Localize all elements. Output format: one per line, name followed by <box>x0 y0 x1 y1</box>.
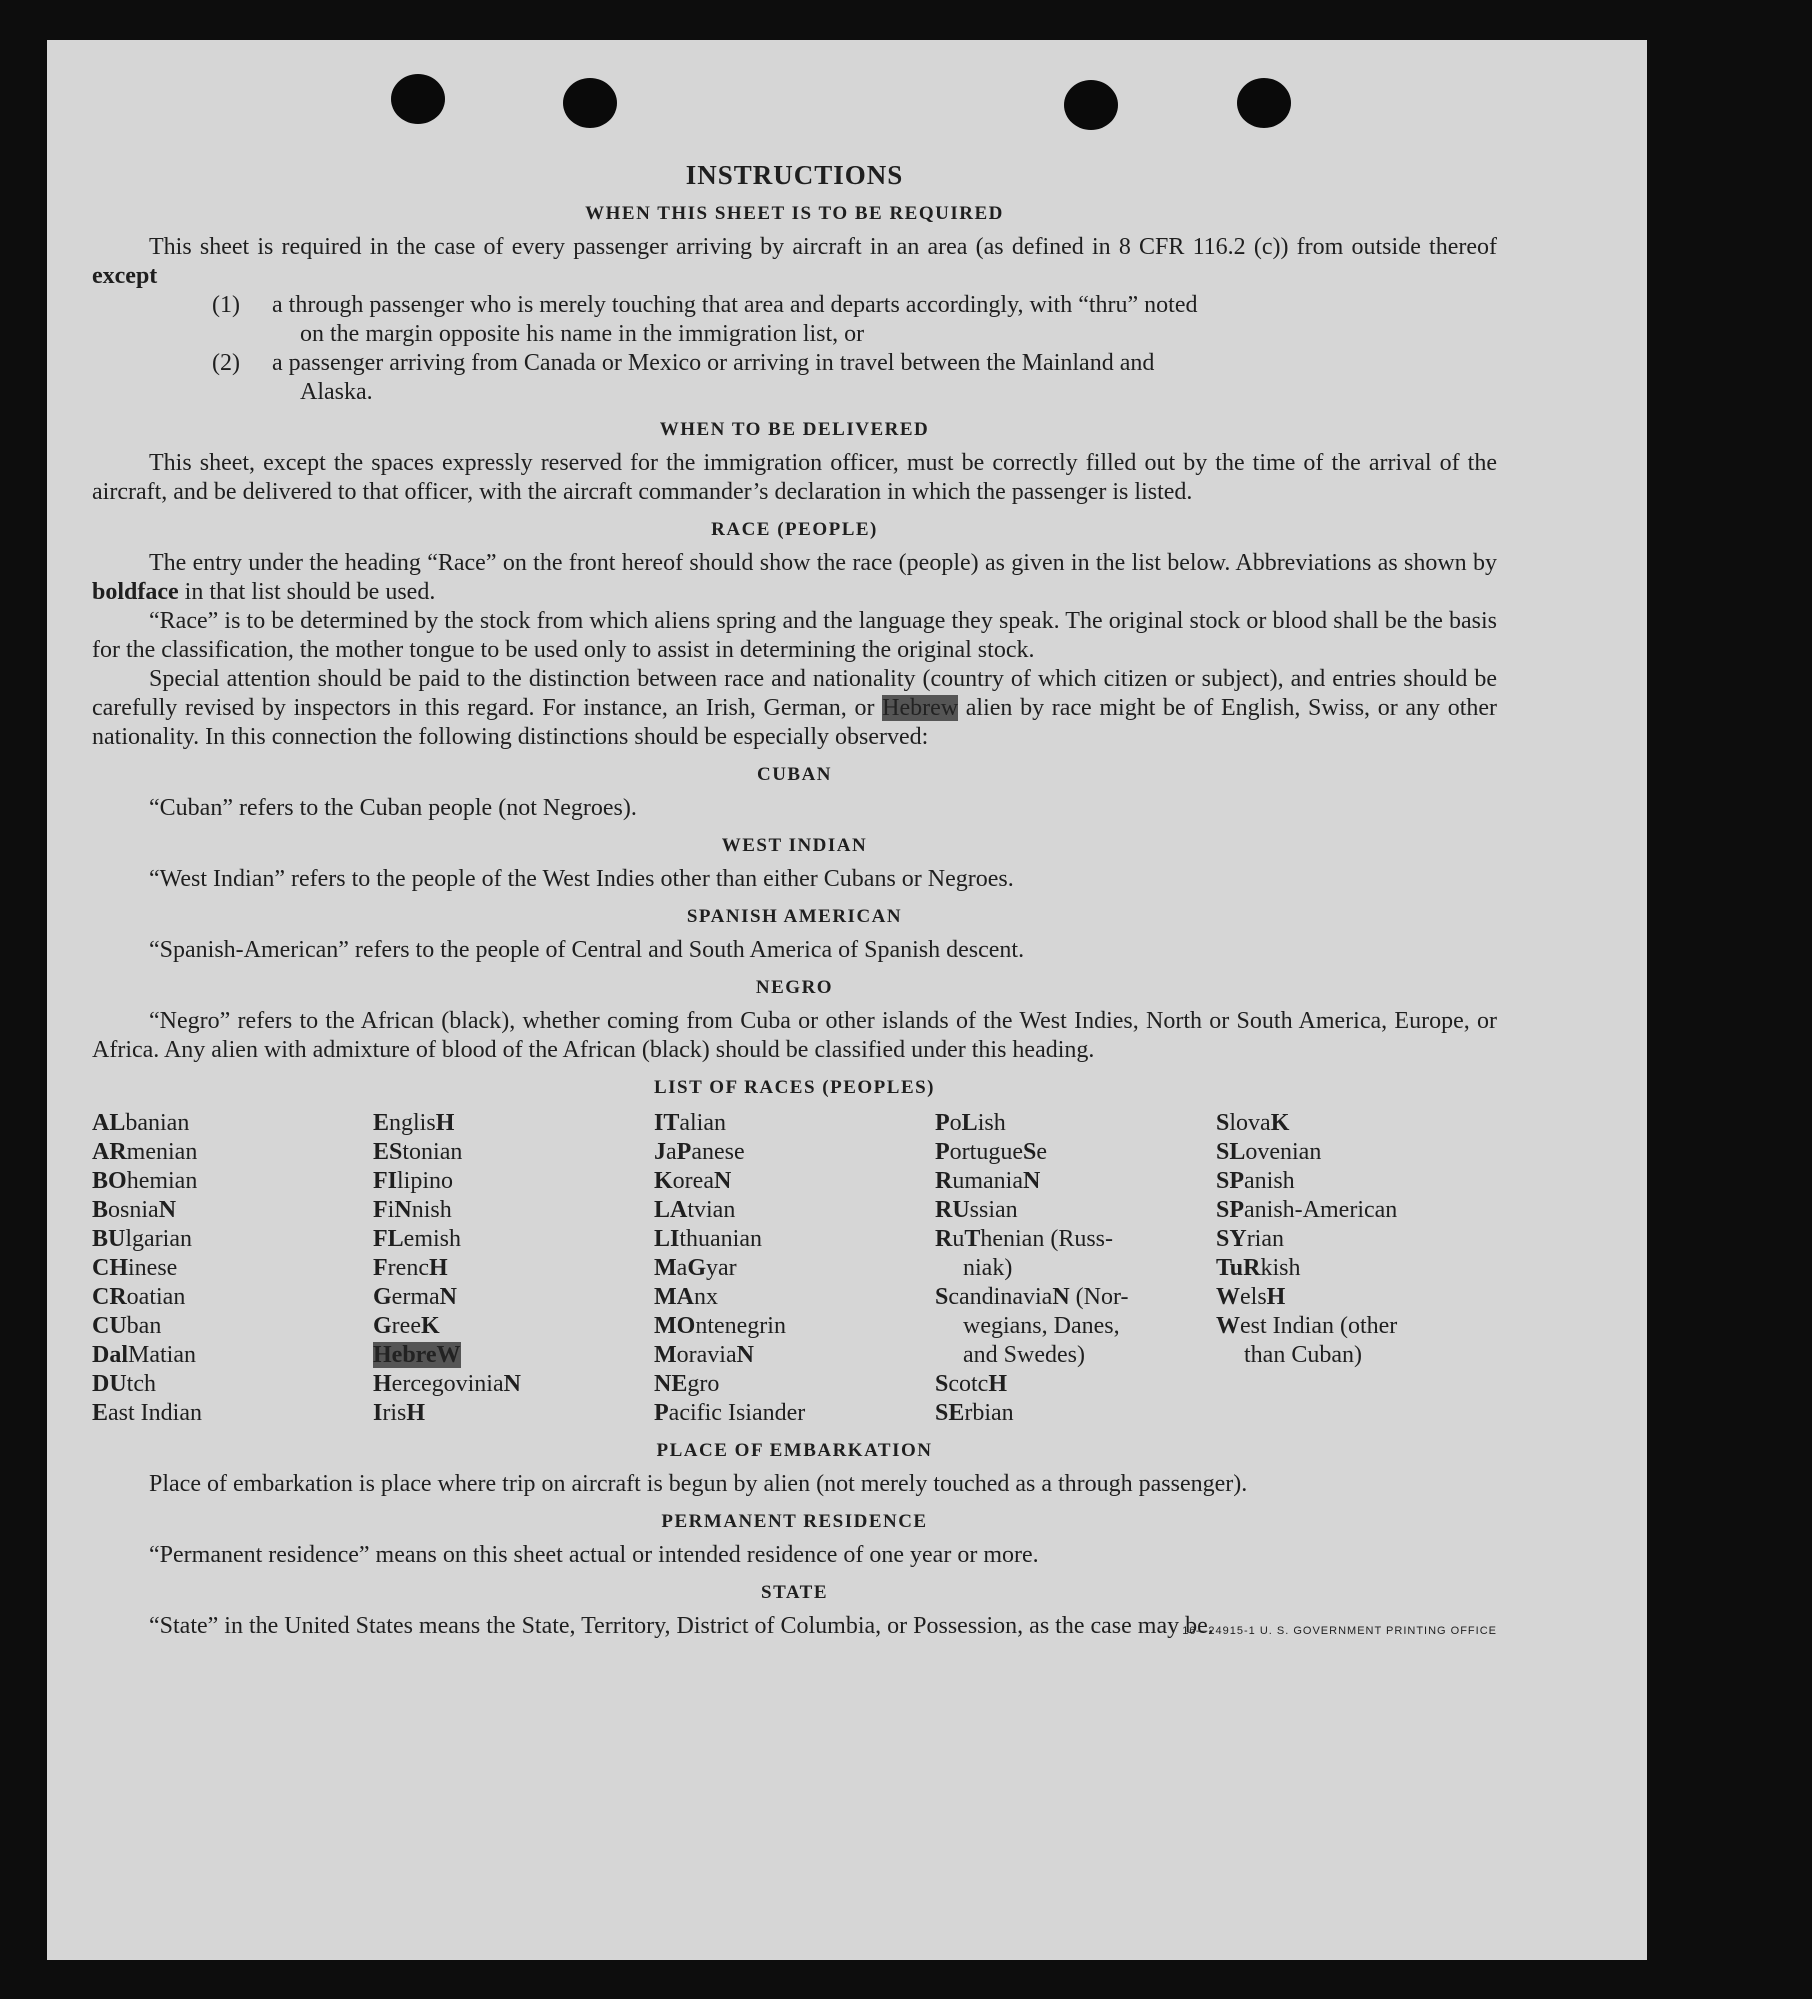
race-entry: EnglisH <box>373 1110 455 1136</box>
race-entry: PoLish <box>935 1110 1006 1136</box>
race-entry: HebreW <box>373 1342 461 1368</box>
race-entry: MaGyar <box>654 1255 737 1281</box>
punch-hole <box>1064 80 1118 130</box>
race-entry: ScandinaviaN (Nor- <box>935 1284 1129 1310</box>
heading-embarkation: PLACE OF EMBARKATION <box>656 1440 933 1461</box>
race-entry: SPanish <box>1216 1168 1295 1194</box>
race-entry: JaPanese <box>654 1139 745 1165</box>
paragraph: This sheet, except the spaces expressly reserved for the immigration officer, must be correctly filled out by the time of the arrival of the aircraft, and be delivered to that officer, with the aircraft commander’s declaration in which the passenger is listed. <box>92 450 1497 505</box>
heading-negro: NEGRO <box>755 977 834 998</box>
paragraph: “Permanent residence” means on this sheet actual or intended residence of one year or more. <box>149 1542 1039 1568</box>
race-entry: RuThenian (Russ- <box>935 1226 1114 1252</box>
heading-cuban: CUBAN <box>756 764 833 785</box>
race-entry: DalMatian <box>92 1342 196 1368</box>
heading-west-indian: WEST INDIAN <box>721 835 868 856</box>
printer-mark: 16—24915-1 U. S. GOVERNMENT PRINTING OFFICE <box>1182 1625 1497 1637</box>
heading-state: STATE <box>761 1582 828 1603</box>
race-entry: MAnx <box>654 1284 718 1310</box>
race-entry: MoraviaN <box>654 1342 754 1368</box>
race-entry: PortugueSe <box>935 1139 1047 1165</box>
race-entry: ITalian <box>654 1110 726 1136</box>
race-entry: CRoatian <box>92 1284 186 1310</box>
race-entry: KoreaN <box>654 1168 732 1194</box>
race-entry: EStonian <box>373 1139 463 1165</box>
race-entry: BUlgarian <box>92 1226 192 1252</box>
race-entry: BOhemian <box>92 1168 198 1194</box>
paragraph: This sheet is required in the case of every passenger arriving by aircraft in an area (as defined in 8 CFR 116.2 (c)) from outside thereof except <box>92 234 1497 289</box>
heading-when-delivered: WHEN TO BE DELIVERED <box>659 419 930 440</box>
race-entry: LAtvian <box>654 1197 736 1223</box>
race-entry: Pacific Isiander <box>654 1400 806 1426</box>
races-column <box>92 1109 373 1428</box>
list-item: (2) a passenger arriving from Canada or Mexico or arriving in travel between the Mainland and Alaska. <box>212 350 1155 405</box>
paragraph: “Spanish-American” refers to the people of Central and South America of Spanish descent. <box>149 937 1025 963</box>
paragraph: Place of embarkation is place where trip on aircraft is begun by alien (not merely touched as a through passenger). <box>149 1471 1248 1497</box>
heading-list-of-races: LIST OF RACES (PEOPLES) <box>653 1077 936 1098</box>
race-entry: FrencH <box>373 1255 448 1281</box>
races-column <box>373 1109 654 1428</box>
race-entry: and Swedes) <box>963 1342 1085 1368</box>
race-entry: FIlipino <box>373 1168 454 1194</box>
document-page <box>47 40 1647 1960</box>
race-entry: West Indian (other <box>1216 1313 1398 1339</box>
race-entry: ALbanian <box>92 1110 190 1136</box>
race-entry: NEgro <box>654 1371 720 1397</box>
heading-race: RACE (PEOPLE) <box>711 519 878 540</box>
race-entry: niak) <box>963 1255 1013 1281</box>
race-entry: CHinese <box>92 1255 178 1281</box>
race-entry: BosniaN <box>92 1197 177 1223</box>
heading-spanish-american: SPANISH AMERICAN <box>686 906 903 927</box>
paragraph: “Negro” refers to the African (black), whether coming from Cuba or other islands of the West Indies, North or South America, Europe, or Africa. Any alien with admixture of blood of the African (black) should be classified under this heading. <box>92 1008 1497 1063</box>
paragraph: The entry under the heading “Race” on the front hereof should show the race (people) as given in the list below. Abbreviations as shown by boldface in that list should be used. <box>92 550 1497 605</box>
list-item: (1) a through passenger who is merely touching that area and departs accordingly, with “thru” noted on the margin opposite his name in the immigration list, or <box>212 292 1198 347</box>
paragraph: “State” in the United States means the State, Territory, District of Columbia, or Possession, as the case may be. <box>149 1613 1214 1639</box>
race-entry: SErbian <box>935 1400 1014 1426</box>
race-entry: SlovaK <box>1216 1110 1290 1136</box>
race-entry: IrisH <box>373 1400 426 1426</box>
heading-when-required: WHEN THIS SHEET IS TO BE REQUIRED <box>585 203 1004 224</box>
race-entry: SPanish-American <box>1216 1197 1398 1223</box>
race-entry: SYrian <box>1216 1226 1284 1252</box>
races-list <box>92 1109 1497 1428</box>
struck-word: Hebrew <box>882 695 959 721</box>
race-entry: RumaniaN <box>935 1168 1041 1194</box>
heading-permanent-residence: PERMANENT RESIDENCE <box>661 1511 928 1532</box>
paragraph: “West Indian” refers to the people of the West Indies other than either Cubans or Negroes. <box>149 866 1014 892</box>
races-column <box>654 1109 935 1428</box>
punch-hole <box>1237 78 1291 128</box>
race-entry: ScotcH <box>935 1371 1008 1397</box>
race-entry: wegians, Danes, <box>963 1313 1120 1339</box>
race-entry: GermaN <box>373 1284 457 1310</box>
race-entry: SLovenian <box>1216 1139 1322 1165</box>
race-entry: MOntenegrin <box>654 1313 786 1339</box>
races-column <box>935 1109 1216 1428</box>
punch-hole <box>563 78 617 128</box>
page-title: INSTRUCTIONS <box>685 160 904 190</box>
race-entry: East Indian <box>92 1400 202 1426</box>
document-body <box>92 160 1497 1641</box>
races-column <box>1216 1109 1497 1428</box>
race-entry: CUban <box>92 1313 162 1339</box>
race-entry: WelsH <box>1216 1284 1286 1310</box>
race-entry: FLemish <box>373 1226 461 1252</box>
race-entry: HercegoviniaN <box>373 1371 521 1397</box>
punch-hole <box>391 74 445 124</box>
race-entry: RUssian <box>935 1197 1018 1223</box>
race-entry: DUtch <box>92 1371 156 1397</box>
race-entry: than Cuban) <box>1244 1342 1362 1368</box>
race-entry: LIthuanian <box>654 1226 762 1252</box>
paragraph: Special attention should be paid to the distinction between race and nationality (country of which citizen or subject), and entries should be carefully revised by inspectors in this regard. For instance, an Irish, German, or Hebrew alien by race might be of English, Swiss, or any other nationality. In this connection the following distinctions should be especially observed: <box>92 666 1498 750</box>
final-paragraph <box>92 1612 1497 1641</box>
paragraph: “Race” is to be determined by the stock from which aliens spring and the language they speak. The original stock or blood shall be the basis for the classification, the mother tongue to be used only to assist in determining the original stock. <box>92 608 1497 663</box>
race-entry: TuRkish <box>1216 1255 1301 1281</box>
race-entry: FiNnish <box>373 1197 452 1223</box>
race-entry: ARmenian <box>92 1139 198 1165</box>
paragraph: “Cuban” refers to the Cuban people (not Negroes). <box>149 795 637 821</box>
race-entry: GreeK <box>373 1313 440 1339</box>
